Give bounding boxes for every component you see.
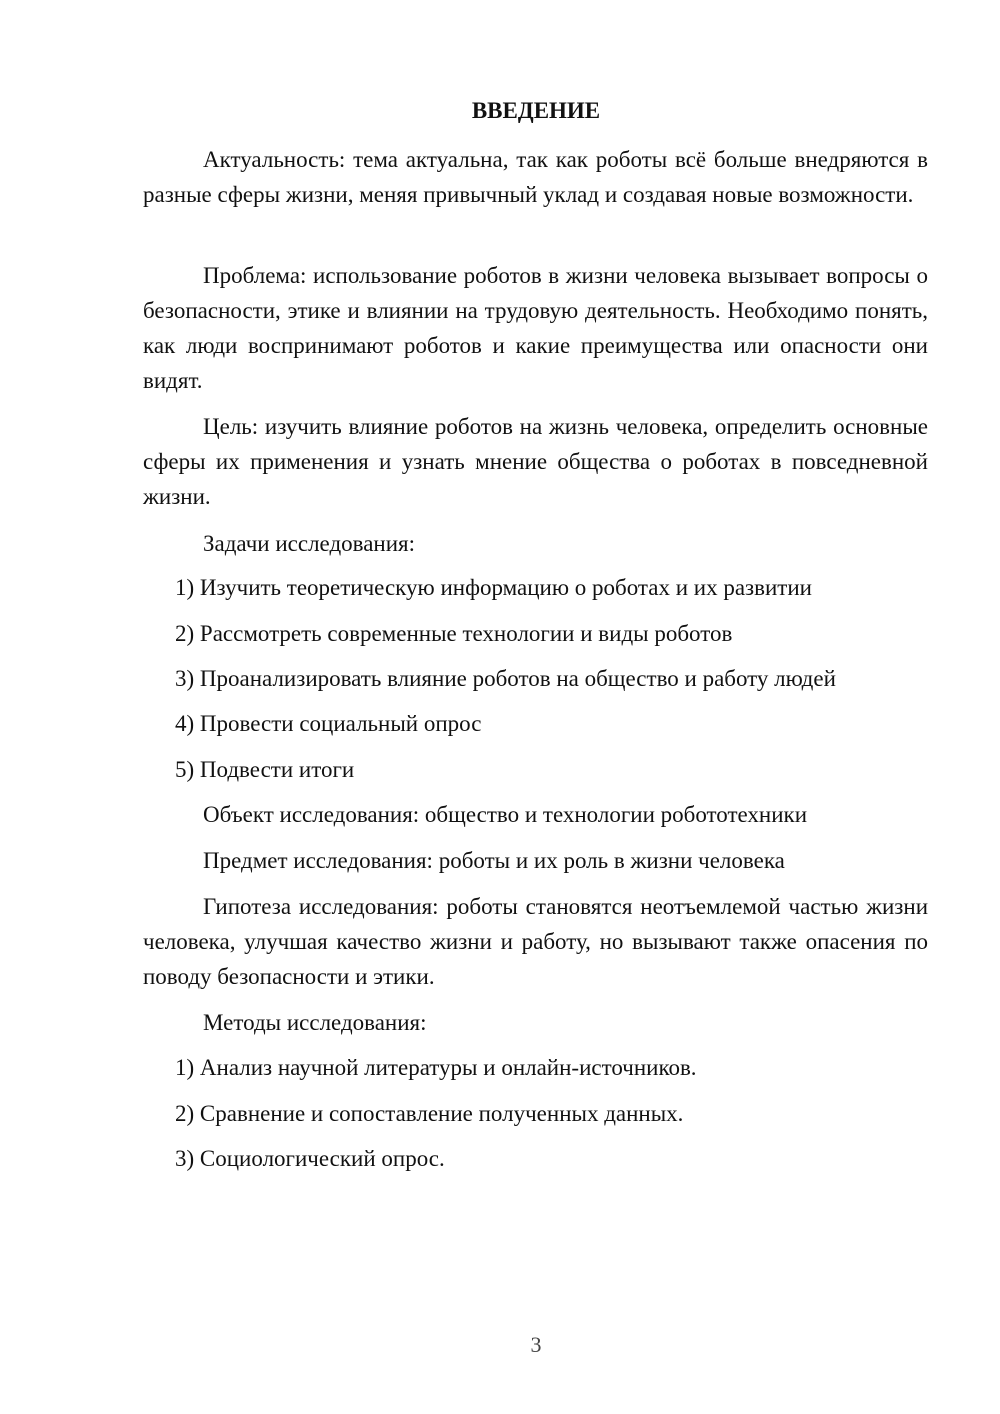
list-item: 3) Проанализировать влияние роботов на общество и работу людей [175, 666, 836, 691]
list-item: 2) Рассмотреть современные технологии и виды роботов [175, 621, 733, 646]
list-item: 5) Подвести итоги [175, 757, 355, 782]
list-item: 1) Анализ научной литературы и онлайн-источников. [175, 1055, 697, 1080]
list-item: 2) Сравнение и сопоставление полученных данных. [175, 1101, 684, 1126]
goal-paragraph: Цель: изучить влияние роботов на жизнь человека, определить основные сферы их применения и узнать мнение общества о роботах в повседневной жизни. [143, 414, 928, 509]
tasks-heading: Задачи исследования: [203, 531, 416, 556]
research-object: Объект исследования: общество и технологии робототехники [203, 802, 808, 827]
list-item: 3) Социологический опрос. [175, 1146, 445, 1171]
research-subject: Предмет исследования: роботы и их роль в жизни человека [203, 848, 785, 873]
page-number: 3 [530, 1332, 542, 1357]
page-title: ВВЕДЕНИЕ [471, 98, 601, 123]
problem-paragraph: Проблема: использование роботов в жизни человека вызывает вопросы о безопасности, этике и влиянии на трудовую деятельность. Необходимо понять, как люди воспринимают роботов и какие преимущества или опасности они видят. [143, 263, 928, 393]
relevance-paragraph: Актуальность: тема актуальна, так как роботы всё больше внедряются в разные сферы жизни, меняя привычный уклад и создавая новые возможности. [143, 147, 928, 207]
list-item: 4) Провести социальный опрос [175, 711, 482, 736]
methods-heading: Методы исследования: [203, 1010, 427, 1035]
hypothesis-paragraph: Гипотеза исследования: роботы становятся неотъемлемой частью жизни человека, улучшая качество жизни и работу, но вызывают также опасения по поводу безопасности и этики. [143, 894, 928, 989]
list-item: 1) Изучить теоретическую информацию о роботах и их развитии [175, 575, 812, 600]
